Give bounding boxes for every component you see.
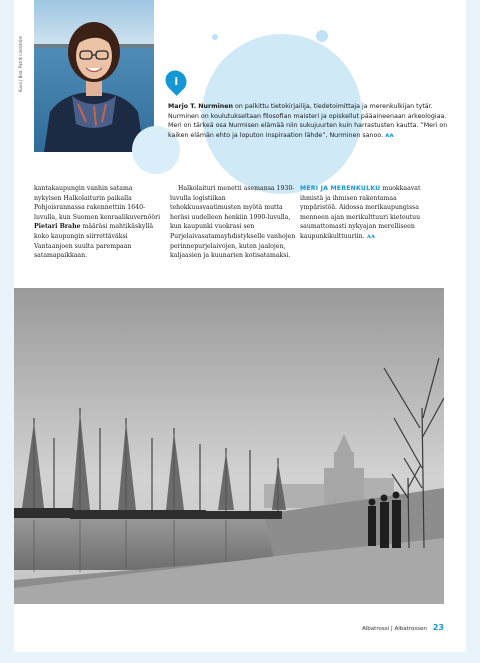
photo-credit: Kuva | Bild: Patrik Lindström [18,35,23,92]
col2-text: Halkolaituri menetti asemansa 1930-luvulla logistiikan tehokkuusvaatimusten myötä mutta heräsi uudelleen henkiin 1990-luvulla, kun kaupunki vuokrasi sen Purjelaivasatamayhdistykselle vanhojen perinnepurjelaivojen, kuten jaalojen, kaljaasien ja kuunarien kotisatamaksi. [170,185,296,260]
body-column-1 [34,184,162,261]
col1-text-a: kantakaupungin vanhin satama nykyisen Halkolaiturin paikalla Pohjoisrannassa rakennettiin 1640-luvulla, kun Suomen kenraalikuvernööri [34,185,161,221]
end-mark-icon-2: ᴀᴀ [366,231,375,240]
magazine-page [14,0,466,652]
harbour-image [14,288,444,604]
end-mark-icon: ᴀᴀ [385,130,394,139]
portrait-photo [34,0,154,152]
decorative-circle-dot-small [212,34,218,40]
historic-harbour-photo [14,288,444,604]
info-icon [161,66,191,96]
info-icon-glyph: i [174,74,178,88]
author-bio-text: on palkittu tietokirjailija, tiedetoimittaja ja merenkulkijan tytär. Nurminen on koulutukseltaan filosofian maisteri ja opiskellut pääaineenaan arkeologiaa. Meri on tärkeä osa Nurmisen elämää niin sukujuurten kuin harrastusten kautta. ”Meri on kaiken elämän ehto ja loputon inspiraation lähde”, Nurminen sanoo. [168,103,448,139]
page-footer [362,623,444,632]
magazine-name: Albatrossi | Albatrossen [362,626,427,632]
col1-text-b: määräsi mahtikäskyllä koko kaupungin siirrettäväksi Vantaanjoen suulta parempaan satamapaikkaan. [34,223,154,260]
decorative-circle-dot [316,30,328,42]
col1-person-name: Pietari Brahe [34,223,81,231]
author-bio [168,102,458,140]
author-name: Marjo T. Nurminen [168,103,234,110]
col3-text: muokkaavat ihmistä ja ihmisen rakentamaa ympäristöä. Aidossa merikaupungissa menneen ajan merikulttuuri kietoutuu saumattomasti nykyajan merelliseen kaupunkikulttuuriin. [300,185,421,240]
page-number: 23 [432,623,444,632]
body-column-2 [170,184,298,261]
col3-lead-in: MERI JA MERENKULKU [300,185,381,192]
portrait-image [34,0,154,152]
body-column-3 [300,184,432,242]
